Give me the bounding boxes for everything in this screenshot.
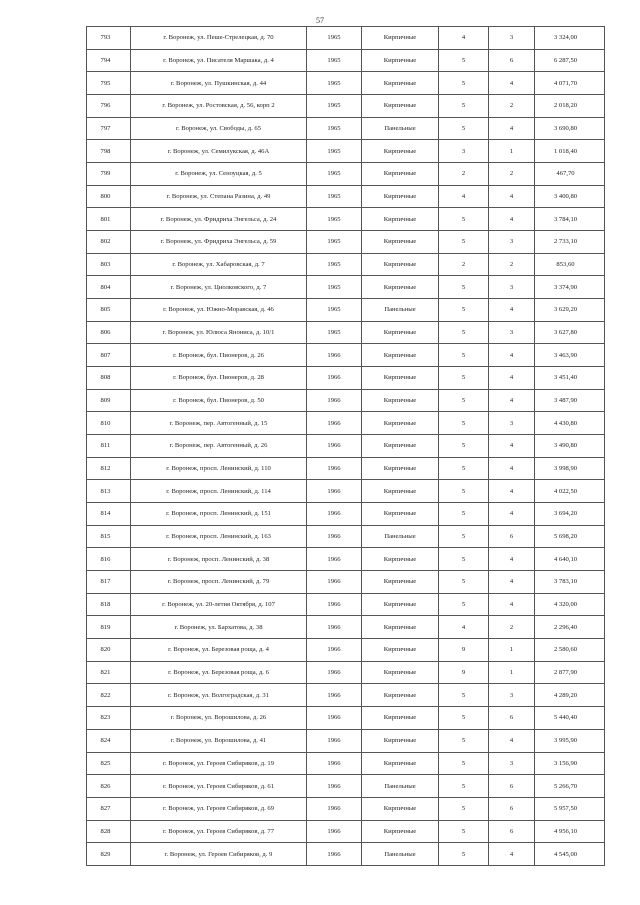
address-cell: г. Воронеж, ул. Ворошилова, д. 41: [131, 729, 307, 752]
table-row: [87, 684, 605, 707]
area-cell: 2 296,40: [535, 616, 605, 639]
wall-material-cell: Кирпичные: [362, 684, 439, 707]
entrances-cell: 4: [489, 503, 535, 526]
wall-material-cell: Кирпичные: [362, 208, 439, 231]
address-cell: г. Воронеж, просп. Ленинский, д. 151: [131, 503, 307, 526]
entrances-cell: 6: [489, 797, 535, 820]
wall-material-cell: Кирпичные: [362, 72, 439, 95]
year-cell: 1965: [307, 95, 362, 118]
year-cell: 1965: [307, 253, 362, 276]
wall-material-cell: Кирпичные: [362, 548, 439, 571]
floors-cell: 5: [439, 457, 489, 480]
year-cell: 1966: [307, 435, 362, 458]
row-number-cell: 816: [87, 548, 131, 571]
address-cell: г. Воронеж, ул. Юлюса Янониса, д. 10/1: [131, 321, 307, 344]
area-cell: 3 400,80: [535, 185, 605, 208]
wall-material-cell: Кирпичные: [362, 185, 439, 208]
year-cell: 1966: [307, 752, 362, 775]
address-cell: г. Воронеж, ул. Свободы, д. 65: [131, 117, 307, 140]
table-row: [87, 571, 605, 594]
year-cell: 1965: [307, 299, 362, 322]
address-cell: г. Воронеж, ул. Южно-Моравская, д. 46: [131, 299, 307, 322]
table-row: [87, 729, 605, 752]
wall-material-cell: Панельные: [362, 117, 439, 140]
address-cell: г. Воронеж, ул. Степана Разина, д. 49: [131, 185, 307, 208]
page-number: 57: [316, 16, 324, 25]
year-cell: 1965: [307, 276, 362, 299]
area-cell: 4 545,00: [535, 843, 605, 866]
area-cell: 3 374,90: [535, 276, 605, 299]
entrances-cell: 6: [489, 775, 535, 798]
table-row: [87, 412, 605, 435]
floors-cell: 5: [439, 571, 489, 594]
address-cell: г. Воронеж, просп. Ленинский, д. 163: [131, 525, 307, 548]
address-cell: г. Воронеж, ул. Волгоградская, д. 31: [131, 684, 307, 707]
floors-cell: 5: [439, 95, 489, 118]
area-cell: 4 289,20: [535, 684, 605, 707]
entrances-cell: 4: [489, 843, 535, 866]
entrances-cell: 6: [489, 525, 535, 548]
floors-cell: 9: [439, 661, 489, 684]
address-cell: г. Воронеж, ул. Писателя Маршака, д. 4: [131, 49, 307, 72]
table-row: [87, 503, 605, 526]
floors-cell: 2: [439, 163, 489, 186]
floors-cell: 5: [439, 820, 489, 843]
entrances-cell: 2: [489, 95, 535, 118]
address-cell: г. Воронеж, ул. Героев Сибиряков, д. 69: [131, 797, 307, 820]
entrances-cell: 4: [489, 593, 535, 616]
wall-material-cell: Кирпичные: [362, 231, 439, 254]
area-cell: 853,60: [535, 253, 605, 276]
table-row: [87, 775, 605, 798]
entrances-cell: 3: [489, 27, 535, 50]
area-cell: 4 430,80: [535, 412, 605, 435]
floors-cell: 5: [439, 321, 489, 344]
address-cell: г. Воронеж, ул. Героев Сибиряков, д. 19: [131, 752, 307, 775]
row-number-cell: 819: [87, 616, 131, 639]
area-cell: 1 018,40: [535, 140, 605, 163]
table-row: [87, 707, 605, 730]
table-row: [87, 480, 605, 503]
row-number-cell: 800: [87, 185, 131, 208]
year-cell: 1966: [307, 548, 362, 571]
row-number-cell: 797: [87, 117, 131, 140]
entrances-cell: 3: [489, 412, 535, 435]
area-cell: 3 451,40: [535, 367, 605, 390]
table-row: [87, 344, 605, 367]
address-cell: г. Воронеж, просп. Ленинский, д. 114: [131, 480, 307, 503]
address-cell: г. Воронеж, ул. Фридриха Энгельса, д. 24: [131, 208, 307, 231]
year-cell: 1966: [307, 843, 362, 866]
wall-material-cell: Панельные: [362, 843, 439, 866]
table-row: [87, 820, 605, 843]
year-cell: 1966: [307, 775, 362, 798]
area-cell: 4 640,10: [535, 548, 605, 571]
table-body: [87, 27, 605, 866]
row-number-cell: 794: [87, 49, 131, 72]
wall-material-cell: Кирпичные: [362, 661, 439, 684]
address-cell: г. Воронеж, просп. Ленинский, д. 38: [131, 548, 307, 571]
area-cell: 5 698,20: [535, 525, 605, 548]
entrances-cell: 4: [489, 571, 535, 594]
address-cell: г. Воронеж, ул. Героев Сибиряков, д. 9: [131, 843, 307, 866]
floors-cell: 5: [439, 548, 489, 571]
year-cell: 1966: [307, 707, 362, 730]
wall-material-cell: Кирпичные: [362, 729, 439, 752]
entrances-cell: 3: [489, 276, 535, 299]
row-number-cell: 824: [87, 729, 131, 752]
floors-cell: 5: [439, 49, 489, 72]
year-cell: 1966: [307, 593, 362, 616]
address-cell: г. Воронеж, ул. Фридриха Энгельса, д. 59: [131, 231, 307, 254]
entrances-cell: 4: [489, 344, 535, 367]
year-cell: 1965: [307, 163, 362, 186]
floors-cell: 5: [439, 367, 489, 390]
row-number-cell: 808: [87, 367, 131, 390]
table-row: [87, 752, 605, 775]
address-cell: г. Воронеж, ул. 20-летия Октября, д. 107: [131, 593, 307, 616]
entrances-cell: 2: [489, 616, 535, 639]
table-row: [87, 661, 605, 684]
floors-cell: 5: [439, 843, 489, 866]
row-number-cell: 817: [87, 571, 131, 594]
year-cell: 1965: [307, 72, 362, 95]
year-cell: 1965: [307, 140, 362, 163]
wall-material-cell: Кирпичные: [362, 140, 439, 163]
area-cell: 3 490,80: [535, 435, 605, 458]
row-number-cell: 805: [87, 299, 131, 322]
table-row: [87, 27, 605, 50]
row-number-cell: 793: [87, 27, 131, 50]
floors-cell: 5: [439, 503, 489, 526]
area-cell: 4 022,50: [535, 480, 605, 503]
row-number-cell: 796: [87, 95, 131, 118]
address-cell: г. Воронеж, пер. Автогенный, д. 15: [131, 412, 307, 435]
table-row: [87, 525, 605, 548]
area-cell: 467,70: [535, 163, 605, 186]
area-cell: 4 071,70: [535, 72, 605, 95]
floors-cell: 5: [439, 775, 489, 798]
floors-cell: 5: [439, 593, 489, 616]
wall-material-cell: Кирпичные: [362, 367, 439, 390]
table-row: [87, 435, 605, 458]
year-cell: 1966: [307, 457, 362, 480]
area-cell: 3 629,20: [535, 299, 605, 322]
address-cell: г. Воронеж, ул. Пушкинская, д. 44: [131, 72, 307, 95]
address-cell: г. Воронеж, ул. Героев Сибиряков, д. 61: [131, 775, 307, 798]
table-row: [87, 140, 605, 163]
year-cell: 1966: [307, 616, 362, 639]
entrances-cell: 1: [489, 140, 535, 163]
row-number-cell: 812: [87, 457, 131, 480]
table-row: [87, 276, 605, 299]
entrances-cell: 4: [489, 435, 535, 458]
wall-material-cell: Кирпичные: [362, 593, 439, 616]
floors-cell: 4: [439, 616, 489, 639]
row-number-cell: 815: [87, 525, 131, 548]
table-row: [87, 843, 605, 866]
year-cell: 1966: [307, 729, 362, 752]
wall-material-cell: Кирпичные: [362, 707, 439, 730]
year-cell: 1965: [307, 231, 362, 254]
year-cell: 1966: [307, 389, 362, 412]
floors-cell: 5: [439, 480, 489, 503]
row-number-cell: 825: [87, 752, 131, 775]
row-number-cell: 801: [87, 208, 131, 231]
row-number-cell: 810: [87, 412, 131, 435]
table-row: [87, 49, 605, 72]
row-number-cell: 798: [87, 140, 131, 163]
wall-material-cell: Кирпичные: [362, 503, 439, 526]
entrances-cell: 6: [489, 707, 535, 730]
address-cell: г. Воронеж, ул. Семилукская, д. 46А: [131, 140, 307, 163]
floors-cell: 5: [439, 525, 489, 548]
floors-cell: 4: [439, 27, 489, 50]
year-cell: 1966: [307, 480, 362, 503]
floors-cell: 5: [439, 344, 489, 367]
table-row: [87, 117, 605, 140]
floors-cell: 5: [439, 231, 489, 254]
wall-material-cell: Кирпичные: [362, 820, 439, 843]
year-cell: 1966: [307, 684, 362, 707]
row-number-cell: 822: [87, 684, 131, 707]
area-cell: 3 156,90: [535, 752, 605, 775]
floors-cell: 5: [439, 684, 489, 707]
wall-material-cell: Кирпичные: [362, 797, 439, 820]
row-number-cell: 823: [87, 707, 131, 730]
area-cell: 6 287,50: [535, 49, 605, 72]
floors-cell: 5: [439, 72, 489, 95]
entrances-cell: 3: [489, 321, 535, 344]
address-cell: г. Воронеж, ул. Березовая роща, д. 6: [131, 661, 307, 684]
area-cell: 3 783,10: [535, 571, 605, 594]
address-cell: г. Воронеж, ул. Циолковского, д. 7: [131, 276, 307, 299]
year-cell: 1966: [307, 344, 362, 367]
year-cell: 1966: [307, 797, 362, 820]
entrances-cell: 2: [489, 253, 535, 276]
year-cell: 1966: [307, 412, 362, 435]
entrances-cell: 4: [489, 117, 535, 140]
table-row: [87, 72, 605, 95]
area-cell: 2 877,90: [535, 661, 605, 684]
wall-material-cell: Кирпичные: [362, 321, 439, 344]
year-cell: 1966: [307, 820, 362, 843]
wall-material-cell: Панельные: [362, 525, 439, 548]
address-cell: г. Воронеж, ул. Пеше-Стрелецкая, д. 70: [131, 27, 307, 50]
wall-material-cell: Кирпичные: [362, 412, 439, 435]
area-cell: 3 463,90: [535, 344, 605, 367]
address-cell: г. Воронеж, пер. Автогенный, д. 26: [131, 435, 307, 458]
area-cell: 3 784,10: [535, 208, 605, 231]
area-cell: 2 580,60: [535, 639, 605, 662]
row-number-cell: 795: [87, 72, 131, 95]
entrances-cell: 4: [489, 729, 535, 752]
row-number-cell: 829: [87, 843, 131, 866]
row-number-cell: 813: [87, 480, 131, 503]
floors-cell: 9: [439, 639, 489, 662]
entrances-cell: 6: [489, 49, 535, 72]
area-cell: 5 266,70: [535, 775, 605, 798]
floors-cell: 5: [439, 389, 489, 412]
table-row: [87, 163, 605, 186]
entrances-cell: 4: [489, 208, 535, 231]
row-number-cell: 820: [87, 639, 131, 662]
wall-material-cell: Кирпичные: [362, 571, 439, 594]
year-cell: 1965: [307, 27, 362, 50]
table-row: [87, 797, 605, 820]
floors-cell: 2: [439, 253, 489, 276]
wall-material-cell: Кирпичные: [362, 389, 439, 412]
entrances-cell: 4: [489, 72, 535, 95]
row-number-cell: 826: [87, 775, 131, 798]
year-cell: 1966: [307, 525, 362, 548]
wall-material-cell: Кирпичные: [362, 276, 439, 299]
area-cell: 4 956,10: [535, 820, 605, 843]
floors-cell: 5: [439, 729, 489, 752]
table-row: [87, 367, 605, 390]
table-row: [87, 389, 605, 412]
year-cell: 1965: [307, 185, 362, 208]
table-row: [87, 457, 605, 480]
area-cell: 3 627,80: [535, 321, 605, 344]
address-cell: г. Воронеж, ул. Ростовская, д. 56, корп 2: [131, 95, 307, 118]
table-row: [87, 593, 605, 616]
floors-cell: 4: [439, 185, 489, 208]
address-cell: г. Воронеж, ул. Героев Сибиряков, д. 77: [131, 820, 307, 843]
row-number-cell: 828: [87, 820, 131, 843]
floors-cell: 3: [439, 140, 489, 163]
row-number-cell: 827: [87, 797, 131, 820]
entrances-cell: 1: [489, 661, 535, 684]
table-row: [87, 321, 605, 344]
floors-cell: 5: [439, 752, 489, 775]
address-cell: г. Воронеж, ул. Бархатова, д. 38: [131, 616, 307, 639]
year-cell: 1966: [307, 367, 362, 390]
housing-registry-table: [86, 26, 605, 866]
row-number-cell: 807: [87, 344, 131, 367]
wall-material-cell: Кирпичные: [362, 480, 439, 503]
area-cell: 5 440,40: [535, 707, 605, 730]
floors-cell: 5: [439, 276, 489, 299]
floors-cell: 5: [439, 707, 489, 730]
area-cell: 3 995,90: [535, 729, 605, 752]
year-cell: 1966: [307, 503, 362, 526]
area-cell: 3 998,90: [535, 457, 605, 480]
wall-material-cell: Кирпичные: [362, 639, 439, 662]
table-row: [87, 299, 605, 322]
year-cell: 1966: [307, 639, 362, 662]
area-cell: 3 324,00: [535, 27, 605, 50]
entrances-cell: 3: [489, 231, 535, 254]
area-cell: 5 957,50: [535, 797, 605, 820]
entrances-cell: 4: [489, 457, 535, 480]
floors-cell: 5: [439, 797, 489, 820]
wall-material-cell: Кирпичные: [362, 27, 439, 50]
table-row: [87, 548, 605, 571]
address-cell: г. Воронеж, просп. Ленинский, д. 79: [131, 571, 307, 594]
area-cell: 3 690,80: [535, 117, 605, 140]
address-cell: г. Воронеж, бул. Пионеров, д. 50: [131, 389, 307, 412]
table-row: [87, 185, 605, 208]
area-cell: 2 018,20: [535, 95, 605, 118]
wall-material-cell: Кирпичные: [362, 253, 439, 276]
floors-cell: 5: [439, 208, 489, 231]
wall-material-cell: Кирпичные: [362, 344, 439, 367]
floors-cell: 5: [439, 435, 489, 458]
wall-material-cell: Панельные: [362, 775, 439, 798]
address-cell: г. Воронеж, ул. Ворошилова, д. 26: [131, 707, 307, 730]
area-cell: 2 733,10: [535, 231, 605, 254]
table-row: [87, 253, 605, 276]
table-row: [87, 231, 605, 254]
entrances-cell: 4: [489, 185, 535, 208]
entrances-cell: 3: [489, 752, 535, 775]
address-cell: г. Воронеж, ул. Сеноуцкая, д. 5: [131, 163, 307, 186]
wall-material-cell: Кирпичные: [362, 95, 439, 118]
row-number-cell: 804: [87, 276, 131, 299]
year-cell: 1965: [307, 208, 362, 231]
row-number-cell: 814: [87, 503, 131, 526]
entrances-cell: 3: [489, 684, 535, 707]
row-number-cell: 799: [87, 163, 131, 186]
row-number-cell: 803: [87, 253, 131, 276]
entrances-cell: 6: [489, 820, 535, 843]
row-number-cell: 818: [87, 593, 131, 616]
wall-material-cell: Кирпичные: [362, 163, 439, 186]
address-cell: г. Воронеж, ул. Березовая роща, д. 4: [131, 639, 307, 662]
entrances-cell: 4: [489, 548, 535, 571]
wall-material-cell: Кирпичные: [362, 752, 439, 775]
wall-material-cell: Панельные: [362, 299, 439, 322]
year-cell: 1966: [307, 661, 362, 684]
year-cell: 1965: [307, 321, 362, 344]
address-cell: г. Воронеж, ул. Хабаровская, д. 7: [131, 253, 307, 276]
floors-cell: 5: [439, 117, 489, 140]
entrances-cell: 4: [489, 480, 535, 503]
year-cell: 1965: [307, 49, 362, 72]
table-row: [87, 616, 605, 639]
row-number-cell: 811: [87, 435, 131, 458]
year-cell: 1965: [307, 117, 362, 140]
table-row: [87, 208, 605, 231]
year-cell: 1966: [307, 571, 362, 594]
wall-material-cell: Кирпичные: [362, 49, 439, 72]
wall-material-cell: Кирпичные: [362, 616, 439, 639]
row-number-cell: 802: [87, 231, 131, 254]
entrances-cell: 4: [489, 299, 535, 322]
area-cell: 4 320,00: [535, 593, 605, 616]
floors-cell: 5: [439, 412, 489, 435]
address-cell: г. Воронеж, бул. Пионеров, д. 26: [131, 344, 307, 367]
entrances-cell: 4: [489, 389, 535, 412]
area-cell: 3 487,90: [535, 389, 605, 412]
entrances-cell: 2: [489, 163, 535, 186]
wall-material-cell: Кирпичные: [362, 435, 439, 458]
area-cell: 3 694,20: [535, 503, 605, 526]
entrances-cell: 4: [489, 367, 535, 390]
floors-cell: 5: [439, 299, 489, 322]
table-row: [87, 95, 605, 118]
entrances-cell: 1: [489, 639, 535, 662]
row-number-cell: 809: [87, 389, 131, 412]
row-number-cell: 806: [87, 321, 131, 344]
wall-material-cell: Кирпичные: [362, 457, 439, 480]
row-number-cell: 821: [87, 661, 131, 684]
address-cell: г. Воронеж, просп. Ленинский, д. 110: [131, 457, 307, 480]
table-row: [87, 639, 605, 662]
address-cell: г. Воронеж, бул. Пионеров, д. 28: [131, 367, 307, 390]
